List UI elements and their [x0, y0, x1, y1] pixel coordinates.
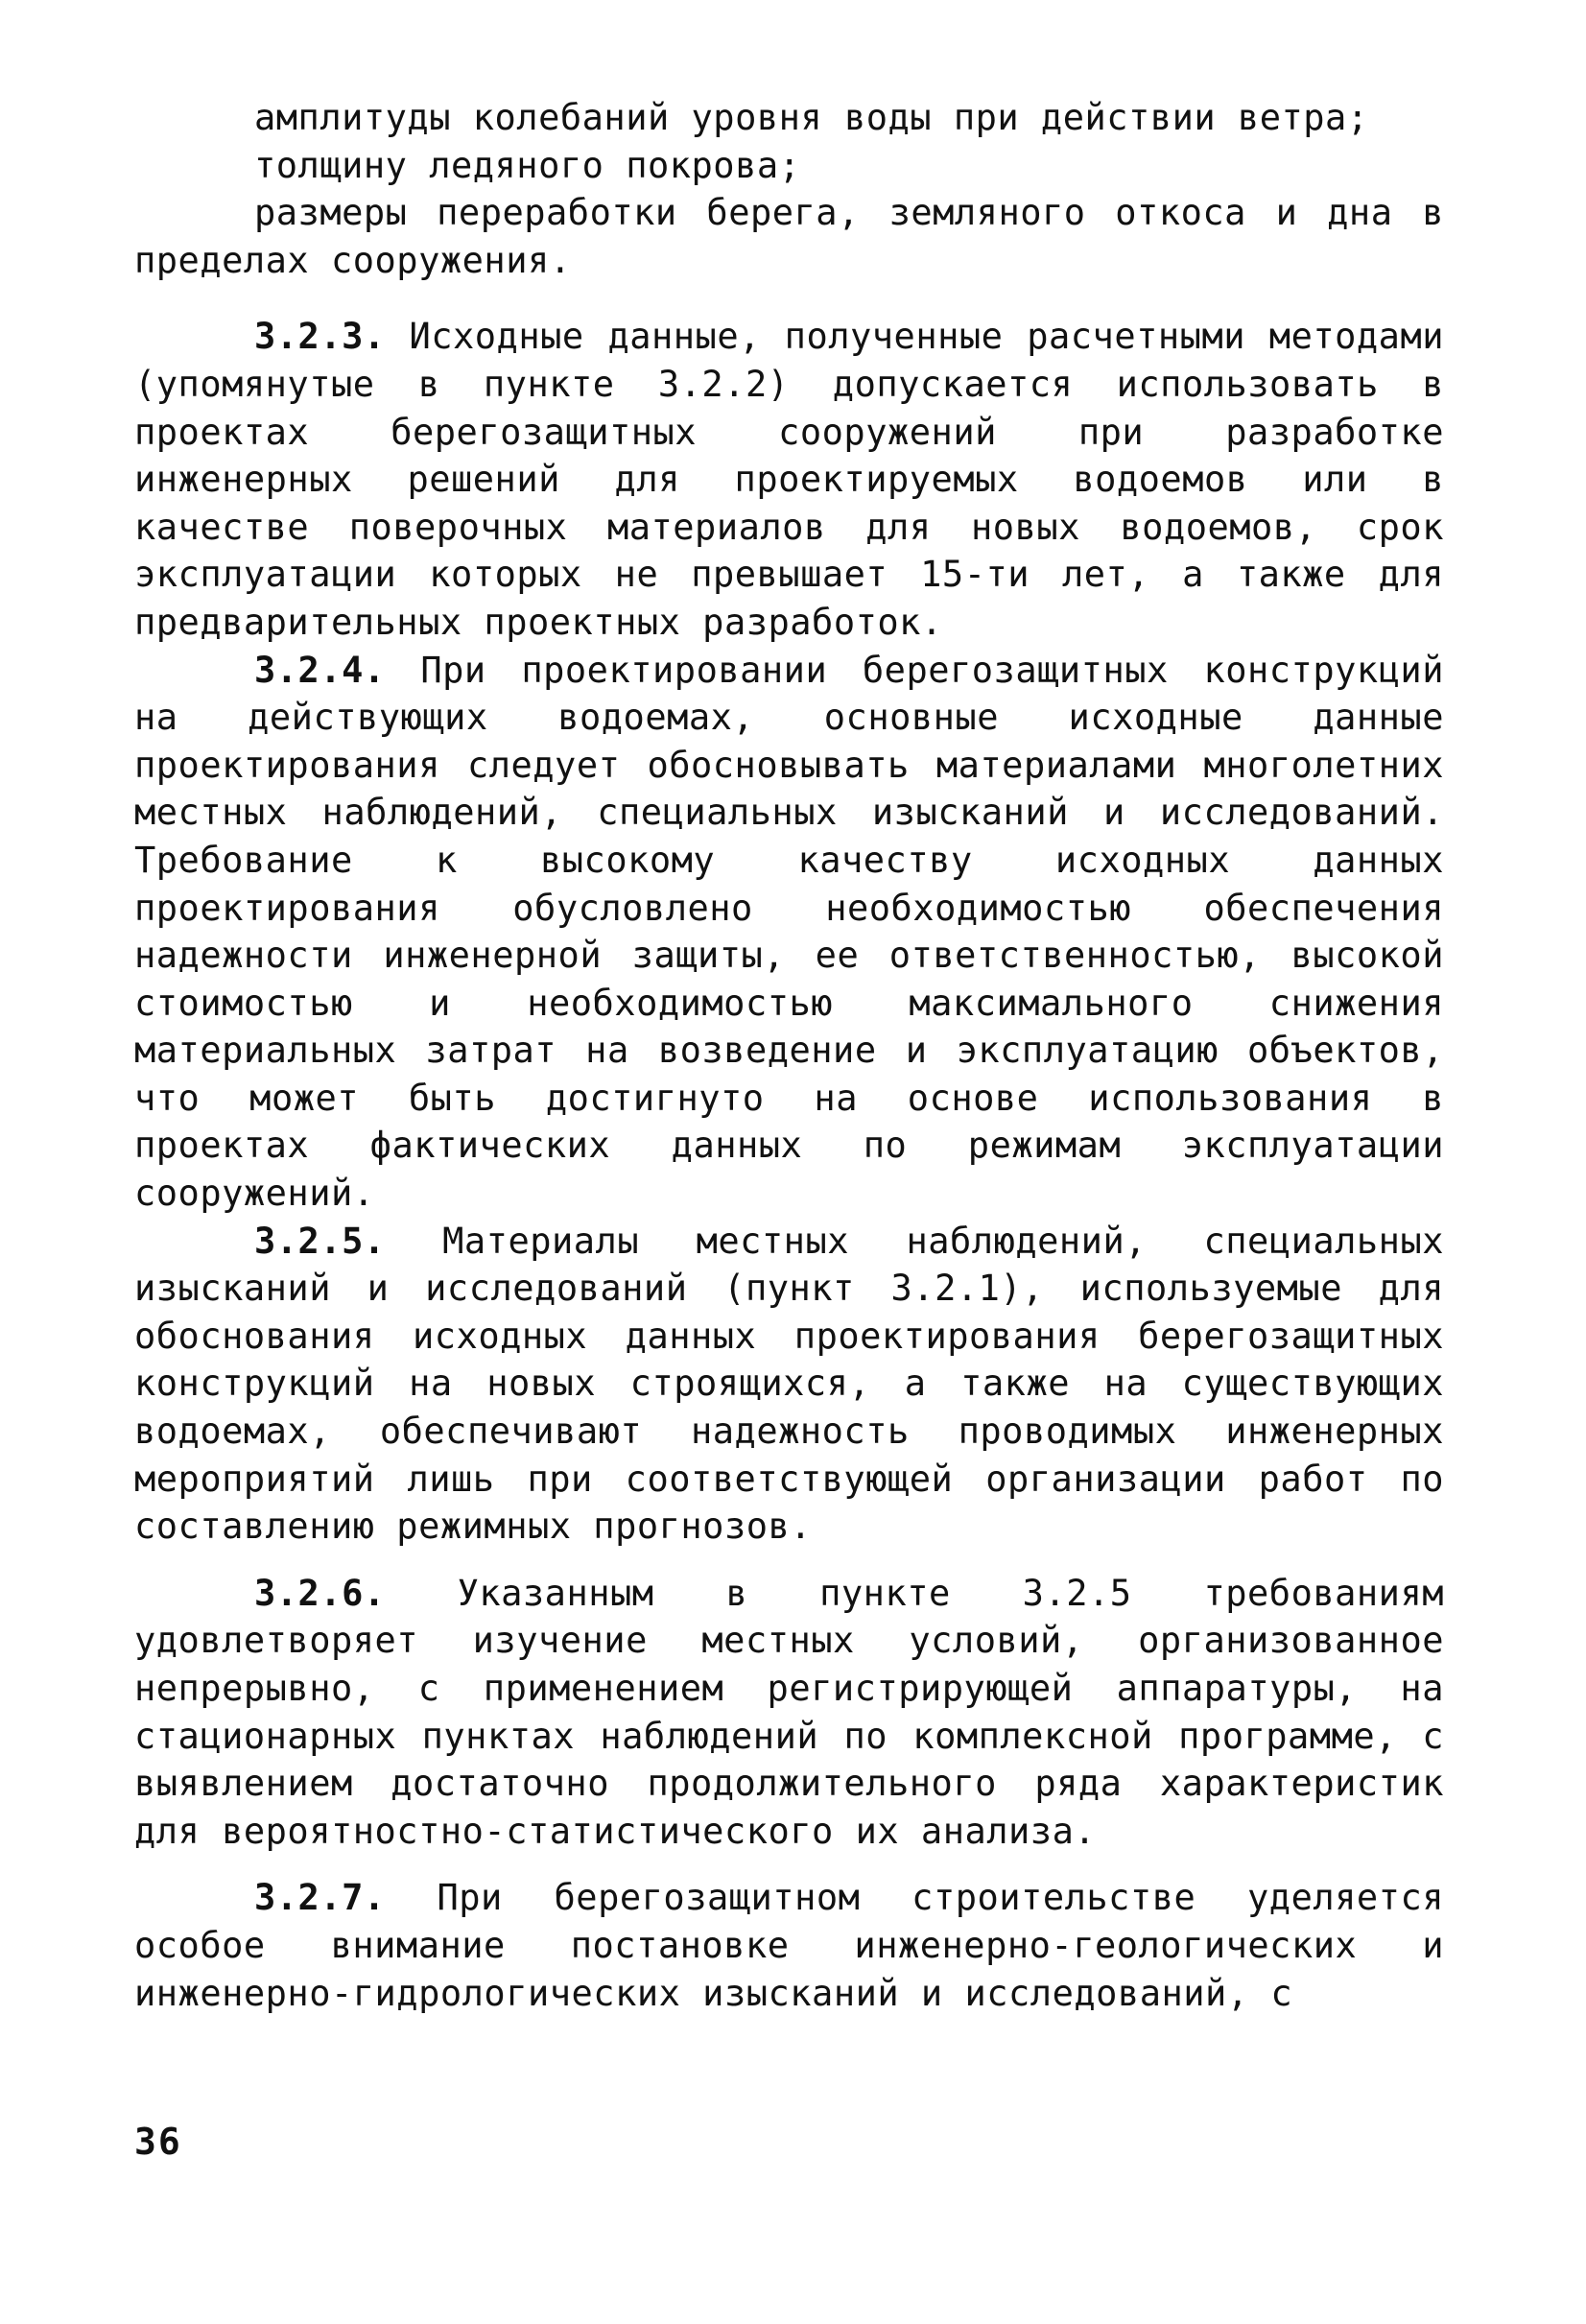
paragraph-text: амплитуды колебаний уровня воды при действии ветра;: [254, 97, 1369, 138]
paragraph-text: При проектировании берегозащитных конструкций на действующих водоемах, основные исходные данные проектирования следует обосновывать материалами многолетних местных наблюдений, специальных изысканий и исследований. Требование к высокому качеству исходных данных проектирования обусловлено необходимостью обеспечения надежности инженерной защиты, ее ответственностью, высокой стоимостью и необходимостью максимального снижения материальных затрат на возведение и эксплуатацию объектов, что может быть достигнуто на основе использования в проектах фактических данных по режимам эксплуатации сооружений.: [134, 649, 1444, 1215]
paragraph-ice-thickness: [134, 142, 1444, 190]
paragraph-text: Исходные данные, полученные расчетными методами (упомянутые в пункте 3.2.2) допускается использовать в проектах берегозащитных сооружений при разработке инженерных решений для проектируемых водоемов или в качестве поверочных материалов для новых водоемов, срок эксплуатации которых не превышает 15-ти лет, а также для предварительных проектных разработок.: [134, 316, 1444, 643]
paragraph-3-2-6: [134, 1570, 1444, 1856]
paragraph-shore-processing: [134, 189, 1444, 284]
section-number: 3.2.6.: [254, 1572, 386, 1614]
page-number: 36: [134, 2121, 182, 2163]
paragraph-text: При берегозащитном строительстве уделяется особое внимание постановке инженерно-геологических и инженерно-гидрологических изысканий и исследований, с: [134, 1877, 1445, 2014]
body-text: [134, 94, 1444, 2017]
section-number: 3.2.4.: [254, 649, 386, 691]
paragraph-3-2-5: [134, 1218, 1444, 1551]
paragraph-text: толщину ледяного покрова;: [254, 144, 801, 186]
section-number: 3.2.3.: [254, 316, 386, 358]
section-number: 3.2.5.: [254, 1220, 386, 1262]
section-number: 3.2.7.: [254, 1877, 386, 1919]
paragraph-text: размеры переработки берега, земляного откоса и дна в пределах сооружения.: [134, 192, 1444, 281]
paragraph-text: Материалы местных наблюдений, специальных изысканий и исследований (пункт 3.2.1), используемые для обоснования исходных данных проектирования берегозащитных конструкций на новых строящихся, а также на существующих водоемах, обеспечивают надежность проводимых инженерных мероприятий лишь при соответствующей организации работ по составлению режимных прогнозов.: [134, 1220, 1444, 1548]
paragraph-3-2-7: [134, 1874, 1444, 2017]
paragraph-3-2-4: [134, 647, 1444, 1218]
paragraph-text: Указанным в пункте 3.2.5 требованиям удовлетворяет изучение местных условий, организованное непрерывно, с применением регистрирующей аппаратуры, на стационарных пунктах наблюдений по комплексной программе, с выявлением достаточно продолжительного ряда характеристик для вероятностно-статистического их анализа.: [134, 1572, 1444, 1852]
paragraph-wind-amplitude: [134, 94, 1444, 142]
paragraph-3-2-3: [134, 313, 1444, 646]
